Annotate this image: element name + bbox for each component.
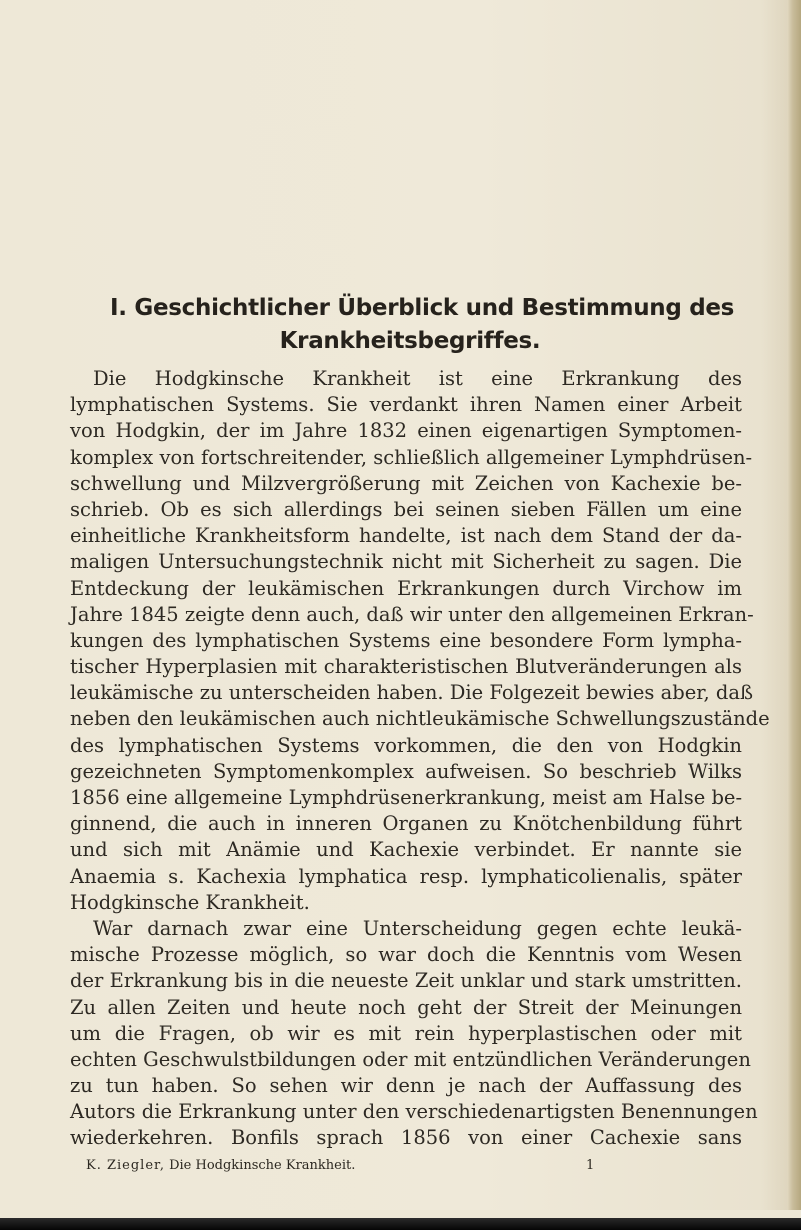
page-bottom-margin xyxy=(0,1210,801,1218)
chapter-heading xyxy=(110,292,735,358)
text-line: einheitliche Krankheitsform handelte, ist nach dem Stand der da- xyxy=(70,524,742,548)
page-footer xyxy=(86,1158,355,1174)
text-line: und sich mit Anämie und Kachexie verbindet. Er nannte sie xyxy=(70,838,742,862)
footer-author: K. Ziegler, xyxy=(86,1157,165,1173)
text-line: maligen Untersuchungstechnik nicht mit Sicherheit zu sagen. Die xyxy=(70,550,742,574)
chapter-heading-line-2: Krankheitsbegriffes. xyxy=(279,328,541,354)
text-line: Die Hodgkinsche Krankheit ist eine Erkrankung des xyxy=(93,367,742,390)
text-line: 1856 eine allgemeine Lymphdrüsenerkrankung, meist am Halse be- xyxy=(70,786,743,809)
text-line: neben den leukämischen auch nichtleukämische Schwellungszustände xyxy=(70,707,770,731)
text-line: wiederkehren. Bonfils sprach 1856 von einer Cachexie sans xyxy=(70,1126,742,1150)
text-line: tischer Hyperplasien mit charakteristischen Blutveränderungen als xyxy=(70,655,742,679)
text-line: schrieb. Ob es sich allerdings bei seinen sieben Fällen um eine xyxy=(70,497,742,521)
text-line: um die Fragen, ob wir es mit rein hyperplastischen oder mit xyxy=(70,1021,742,1045)
text-line: des lymphatischen Systems vorkommen, die den von Hodgkin xyxy=(70,733,742,757)
text-line: der Erkrankung bis in die neueste Zeit unklar und stark umstritten. xyxy=(70,969,742,993)
text-line: lymphatischen Systems. Sie verdankt ihren Namen einer Arbeit xyxy=(70,393,742,417)
text-line: echten Geschwulstbildungen oder mit entzündlichen Veränderungen xyxy=(70,1047,751,1071)
footer-title: Die Hodgkinsche Krankheit. xyxy=(169,1157,356,1173)
text-line: leukämische zu unterscheiden haben. Die Folgezeit bewies aber, daß xyxy=(70,681,753,705)
text-line: komplex von fortschreitender, schließlich allgemeiner Lymphdrüsen- xyxy=(70,445,753,469)
signature-number: 1 xyxy=(586,1157,595,1173)
page-edge xyxy=(787,0,801,1230)
body-text xyxy=(70,366,770,1152)
text-line: kungen des lymphatischen Systems eine besondere Form lympha- xyxy=(70,628,742,652)
scan-border xyxy=(0,1218,801,1230)
text-line: schwellung und Milzvergrößerung mit Zeichen von Kachexie be- xyxy=(70,471,742,495)
text-line: ginnend, die auch in inneren Organen zu Knötchenbildung führt xyxy=(70,812,742,836)
text-line: Hodgkinsche Krankheit. xyxy=(70,890,310,914)
text-line: Jahre 1845 zeigte denn auch, daß wir unter den allgemeinen Erkran- xyxy=(70,602,754,626)
text-line: Anaemia s. Kachexia lymphatica resp. lymphaticolienalis, später xyxy=(70,864,742,888)
text-line: von Hodgkin, der im Jahre 1832 einen eigenartigen Symptomen- xyxy=(70,419,742,443)
text-line: War darnach zwar eine Unterscheidung gegen echte leukä- xyxy=(93,916,742,940)
text-line: gezeichneten Symptomenkomplex aufweisen. So beschrieb Wilks xyxy=(70,759,742,783)
text-line: mische Prozesse möglich, so war doch die Kenntnis vom Wesen xyxy=(70,943,742,967)
text-line: zu tun haben. So sehen wir denn je nach der Auffassung des xyxy=(70,1074,742,1098)
text-line: Entdeckung der leukämischen Erkrankungen durch Virchow im xyxy=(70,576,742,600)
text-line: Autors die Erkrankung unter den verschiedenartigsten Benennungen xyxy=(70,1100,758,1124)
text-line: Zu allen Zeiten und heute noch geht der Streit der Meinungen xyxy=(70,995,742,1019)
chapter-heading-line-1: I. Geschichtlicher Überblick und Bestimmung des xyxy=(110,295,735,321)
